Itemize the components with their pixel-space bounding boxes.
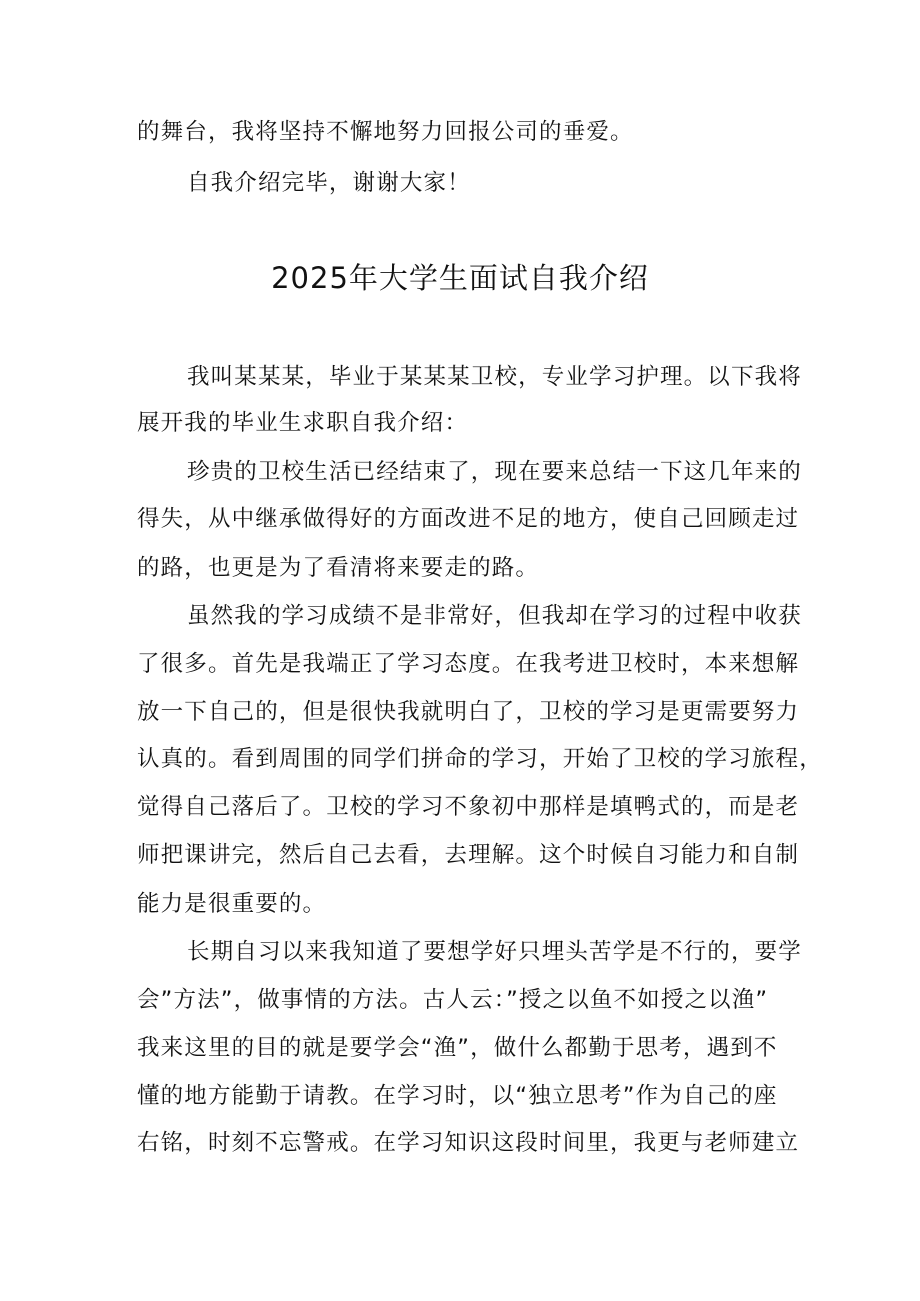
text-line: 的路，也更是为了看清将来要走的路。 [137, 555, 540, 581]
text-line: 放一下自己的，但是很快我就明白了，卫校的学习是更需要努力 [137, 699, 800, 725]
text-line: 懂的地方能勤于请教。在学习时，以“独立思考”作为自己的座 [137, 1083, 778, 1109]
text-line: 展开我的毕业生求职自我介绍： [137, 410, 469, 436]
text-line: 我叫某某某，毕业于某某某卫校，专业学习护理。以下我将 [187, 364, 802, 390]
text-line: 会”方法”，做事情的方法。古人云：”授之以鱼不如授之以渔” [137, 987, 769, 1013]
text-line: 的舞台，我将坚持不懈地努力回报公司的垂爱。 [137, 119, 634, 145]
text-line: 觉得自己落后了。卫校的学习不象初中那样是填鸭式的，而是老 [137, 794, 800, 820]
text-line: 得失，从中继承做得好的方面改进不足的地方，使自己回顾走过 [137, 506, 800, 532]
text-line: 能力是很重要的。 [137, 891, 327, 917]
text-line: 师把课讲完，然后自己去看，去理解。这个时候自习能力和自制 [137, 842, 800, 868]
text-line: 自我介绍完毕，谢谢大家！ [187, 170, 471, 196]
text-line: 虽然我的学习成绩不是非常好，但我却在学习的过程中收获 [187, 603, 802, 629]
text-line: 我来这里的目的就是要学会“渔”，做什么都勤于思考，遇到不 [137, 1035, 778, 1061]
text-line: 珍贵的卫校生活已经结束了，现在要来总结一下这几年来的 [187, 459, 802, 485]
text-line: 认真的。看到周围的同学们拼命的学习，开始了卫校的学习旅程， [137, 746, 823, 772]
text-line: 了很多。首先是我端正了学习态度。在我考进卫校时，本来想解 [137, 651, 800, 677]
text-line: 长期自习以来我知道了要想学好只埋头苦学是不行的，要学 [187, 939, 802, 965]
text-line: 右铭，时刻不忘警戒。在学习知识这段时间里，我更与老师建立 [137, 1130, 800, 1156]
document-title: 2025年大学生面试自我介绍 [271, 261, 649, 295]
